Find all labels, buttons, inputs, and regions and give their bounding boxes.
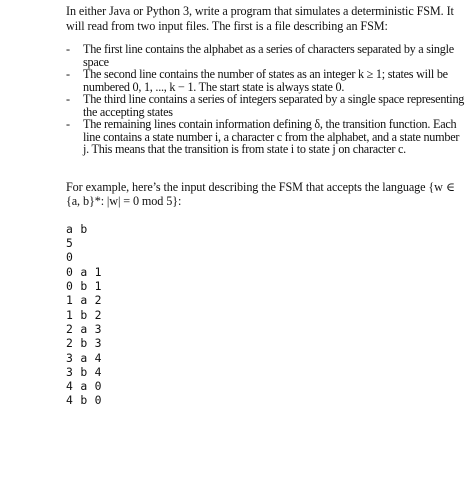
bullet-alphabet-line (66, 43, 466, 68)
code-line-num-states: 5 (66, 236, 74, 251)
bullet-text: The first line contains the alphabet as a series of characters separated by a single space (83, 42, 454, 69)
code-line-transition: 1 a 2 (66, 293, 102, 308)
example-input-code (66, 222, 466, 408)
code-line-transition: 4 b 0 (66, 393, 102, 408)
code-line-transition: 1 b 2 (66, 307, 102, 322)
bullet-text: The remaining lines contain information defining δ, the transition function. Each line contains a state number i, a character c from the alphabet, and a state number j. This means that the transition is from state i to state j on character c. (83, 117, 460, 157)
code-line-accepting: 0 (66, 250, 74, 265)
code-line-transition: 3 b 4 (66, 364, 102, 379)
code-line-alphabet: a b (66, 221, 88, 236)
document (66, 4, 466, 408)
bullet-dash: - (66, 92, 70, 107)
code-line-transition: 0 a 1 (66, 264, 102, 279)
bullet-states-line (66, 68, 466, 93)
code-line-transition: 2 b 3 (66, 336, 102, 351)
bullet-text: The third line contains a series of integers separated by a single space representing the accepting states (83, 92, 465, 119)
code-line-transition: 3 a 4 (66, 350, 102, 365)
bullet-accepting-line (66, 93, 466, 118)
bullet-transitions-line (66, 118, 466, 156)
code-line-transition: 4 a 0 (66, 379, 102, 394)
bullet-dash: - (66, 117, 70, 132)
example-paragraph: For example, here’s the input describing the FSM that accepts the language {w ∈ {a, b}*: |w| = 0 mod 5}: (66, 179, 455, 209)
intro-paragraph: In either Java or Python 3, write a program that simulates a deterministic FSM. It will read from two input files. The first is a file describing an FSM: (66, 4, 454, 33)
code-line-transition: 2 a 3 (66, 321, 102, 336)
code-line-transition: 0 b 1 (66, 279, 102, 294)
bullet-dash: - (66, 67, 70, 82)
bullet-dash: - (66, 42, 70, 57)
bullet-text: The second line contains the number of states as an integer k ≥ 1; states will be numbered 0, 1, ..., k − 1. The start state is always state 0. (83, 67, 448, 94)
fsm-format-list (66, 43, 466, 156)
